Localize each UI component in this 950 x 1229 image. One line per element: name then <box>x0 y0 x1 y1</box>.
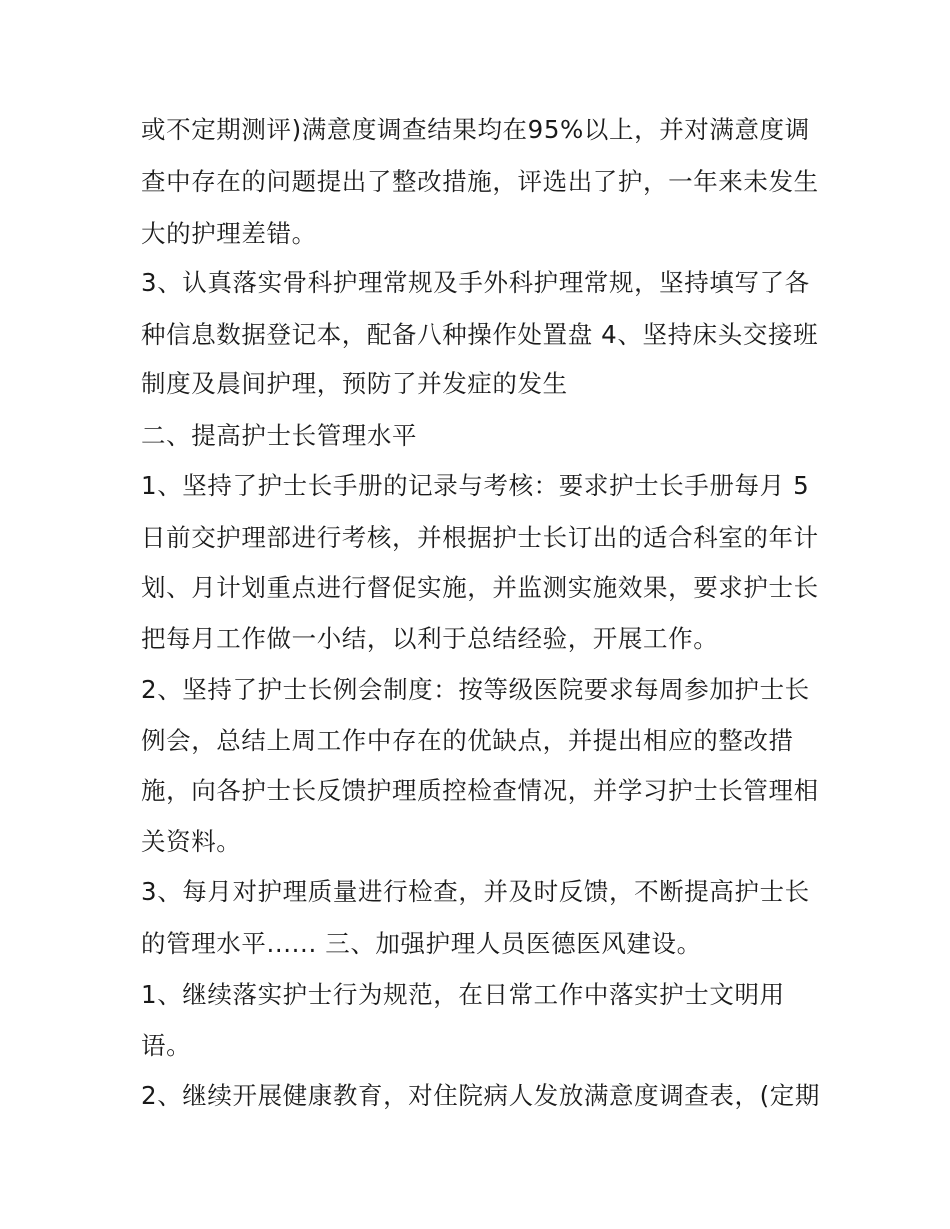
section-heading: 二、提高护士长管理水平 <box>141 421 418 450</box>
text-line: 3、每月对护理质量进行检查，并及时反馈，不断提高护士长 <box>141 877 810 906</box>
text-line: 施，向各护士长反馈护理质控检查情况，并学习护士长管理相 <box>141 776 819 805</box>
text-line: 关资料。 <box>141 827 242 856</box>
text-line: 或不定期测评)满意度调查结果均在95%以上，并对满意度调 <box>141 115 810 144</box>
text-line: 大的护理差错。 <box>141 219 317 248</box>
text-line: 查中存在的问题提出了整改措施，评选出了护，一年来未发生 <box>141 167 819 196</box>
text-line: 日前交护理部进行考核，并根据护士长订出的适合科室的年计 <box>141 523 819 552</box>
text-line: 2、继续开展健康教育，对住院病人发放满意度调查表，(定期 <box>141 1081 820 1110</box>
text-line: 语。 <box>141 1031 192 1060</box>
text-line: 划、月计划重点进行督促实施，并监测实施效果，要求护士长 <box>141 573 819 602</box>
text-line: 制度及晨间护理，预防了并发症的发生 <box>141 369 568 398</box>
text-line: 的管理水平...... 三、加强护理人员医德医风建设。 <box>141 929 702 958</box>
text-line: 2、坚持了护士长例会制度：按等级医院要求每周参加护士长 <box>141 675 810 704</box>
text-line: 例会，总结上周工作中存在的优缺点，并提出相应的整改措 <box>141 726 794 755</box>
text-line: 把每月工作做一小结，以利于总结经验，开展工作。 <box>141 624 719 653</box>
text-line: 1、坚持了护士长手册的记录与考核：要求护士长手册每月 5 <box>141 471 810 500</box>
text-line: 1、继续落实护士行为规范，在日常工作中落实护士文明用 <box>141 980 785 1009</box>
text-line: 3、认真落实骨科护理常规及手外科护理常规，坚持填写了各 <box>141 268 810 297</box>
text-line: 种信息数据登记本，配备八种操作处置盘 4、坚持床头交接班 <box>141 320 819 349</box>
